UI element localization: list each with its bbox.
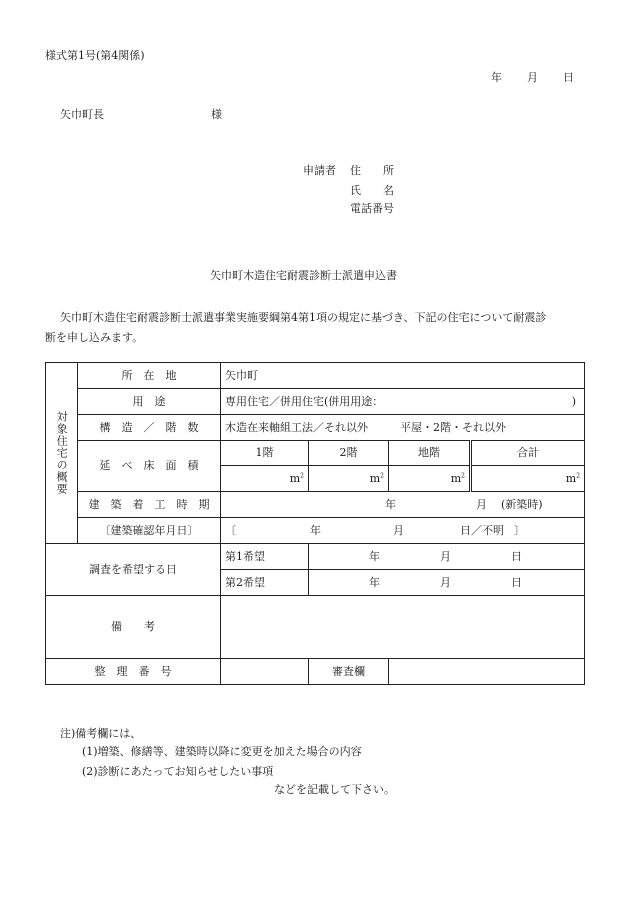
- house-overview-group: 対象住宅の概要: [46, 363, 78, 544]
- remarks-label: 備 考: [46, 596, 221, 659]
- applicant-phone-label: 電話番号: [350, 202, 394, 215]
- survey-date-label: 調査を希望する日: [46, 544, 221, 596]
- second-preference-field[interactable]: 年 月 日: [309, 570, 585, 596]
- notes-heading: 注)備考欄には、: [60, 727, 142, 740]
- area-1f-header: 1階: [221, 441, 309, 466]
- area-basement-header: 地階: [389, 441, 471, 466]
- confirmation-date-label: 〔建築確認年月日〕: [78, 518, 221, 544]
- construction-start-label: 建 築 着 工 時 期: [78, 492, 221, 518]
- review-label: 審査欄: [309, 659, 389, 685]
- floor-area-label: 延 べ 床 面 積: [78, 441, 221, 492]
- applicant-address-label: 住 所: [350, 164, 394, 177]
- location-field[interactable]: 矢巾町: [221, 363, 585, 389]
- structure-label: 構 造 ／ 階 数: [78, 415, 221, 441]
- first-preference-field[interactable]: 年 月 日: [309, 544, 585, 570]
- use-field[interactable]: 専用住宅／併用住宅(併用用途： ): [221, 389, 585, 415]
- area-basement-field[interactable]: $m^2$: [389, 466, 471, 492]
- reference-number-label: 整 理 番 号: [46, 659, 221, 685]
- notes-item-1: (1)増築、修繕等、建築時以降に変更を加えた場合の内容: [82, 745, 362, 758]
- honorific: 様: [211, 108, 222, 121]
- notes-closing: などを記載して下さい。: [274, 783, 395, 796]
- intro-line-2: 断を申し込みます。: [45, 331, 144, 344]
- area-1f-field[interactable]: $m^2$: [221, 466, 309, 492]
- document-title: 矢巾町木造住宅耐震診断士派遣申込書: [210, 269, 397, 282]
- date-month-label: 月: [527, 71, 538, 84]
- intro-line-1: 矢巾町木造住宅耐震診断士派遣事業実施要綱第4第1項の規定に基づき、下記の住宅について耐震診: [60, 311, 547, 324]
- first-preference-label: 第1希望: [221, 544, 309, 570]
- applicant-name-label: 氏 名: [350, 184, 394, 197]
- area-total-field[interactable]: $m^2$: [471, 466, 585, 492]
- use-label: 用 途: [78, 389, 221, 415]
- area-2f-field[interactable]: $m^2$: [309, 466, 389, 492]
- confirmation-date-field[interactable]: 〔 年 月 日／不明 〕: [221, 518, 585, 544]
- remarks-field[interactable]: [221, 596, 585, 659]
- applicant-title: 申請者: [303, 164, 336, 177]
- review-field[interactable]: [389, 659, 585, 685]
- form-number: 様式第1号(第4関係): [45, 49, 145, 62]
- structure-field[interactable]: 木造在来軸組工法／それ以外 平屋・2階・それ以外: [221, 415, 585, 441]
- reference-number-field[interactable]: [221, 659, 309, 685]
- addressee: 矢巾町長: [60, 108, 104, 121]
- date-year-label: 年: [491, 71, 502, 84]
- application-table: [45, 362, 585, 685]
- location-label: 所 在 地: [78, 363, 221, 389]
- date-day-label: 日: [563, 71, 574, 84]
- area-total-header: 合計: [471, 441, 585, 466]
- notes-item-2: (2)診断にあたってお知らせしたい事項: [82, 765, 274, 778]
- area-2f-header: 2階: [309, 441, 389, 466]
- construction-start-field[interactable]: 年 月 (新築時): [221, 492, 585, 518]
- second-preference-label: 第2希望: [221, 570, 309, 596]
